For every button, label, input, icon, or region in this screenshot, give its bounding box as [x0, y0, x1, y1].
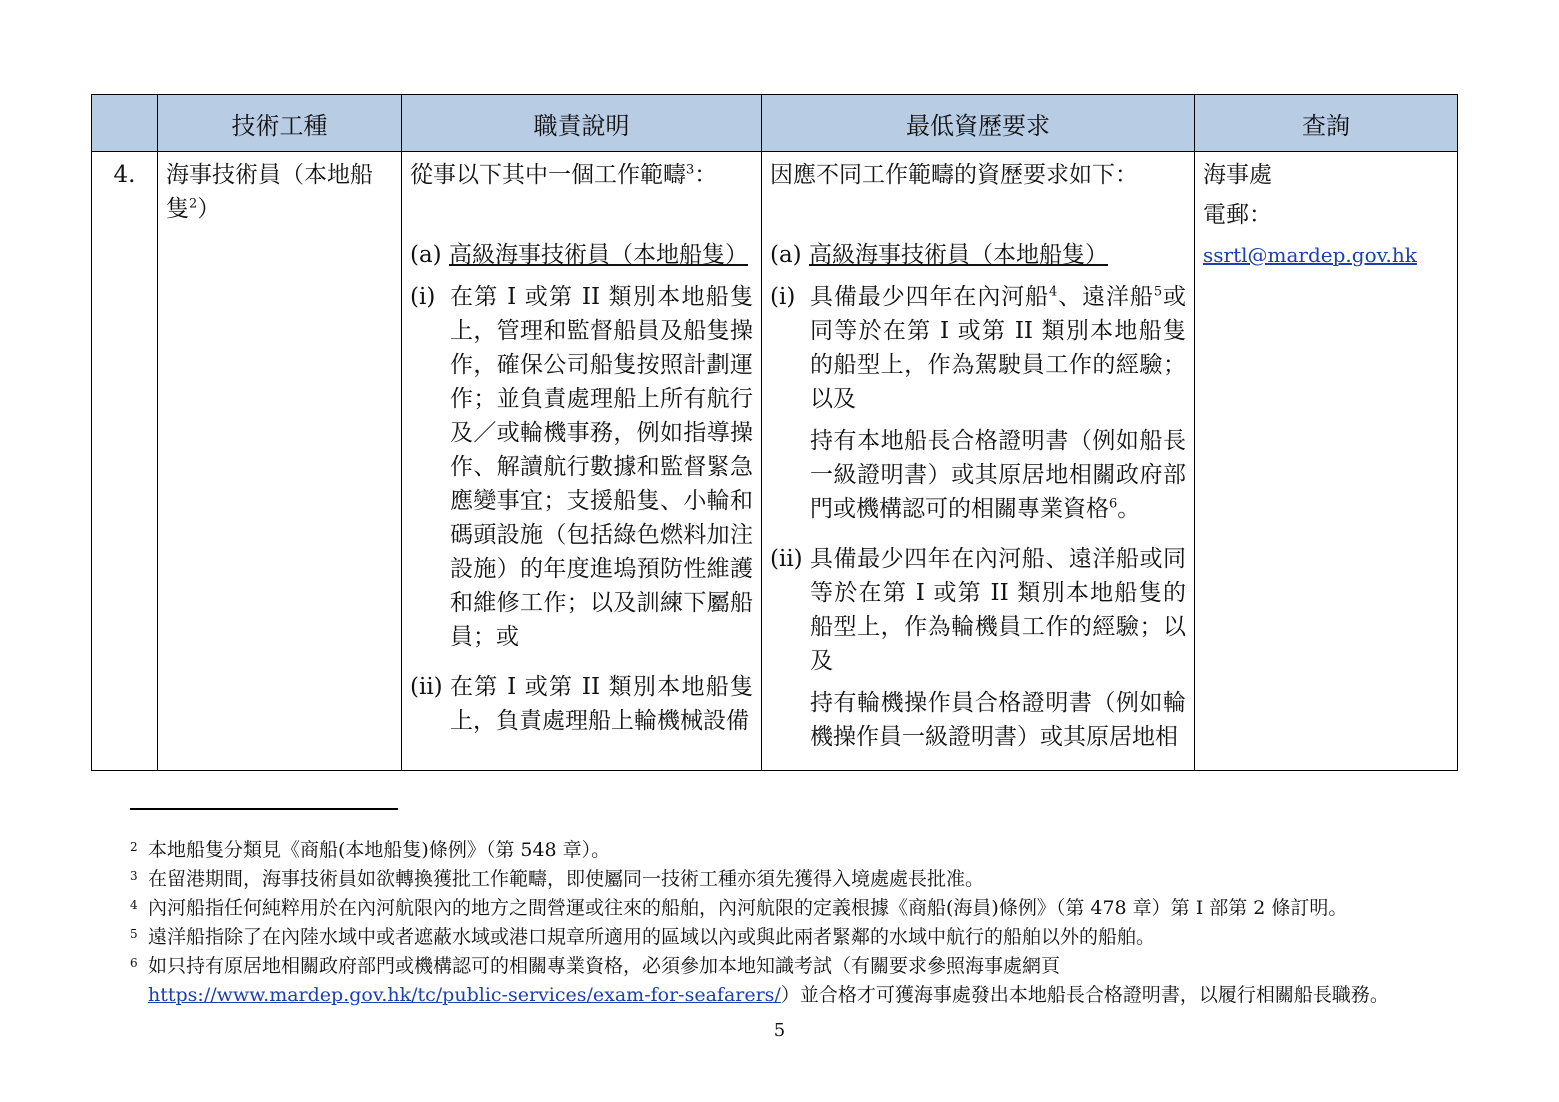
qualifications-cell: [762, 152, 1195, 771]
job-title-cell: 海事技術員（本地船隻$^2$）: [158, 152, 402, 771]
job-title: 海事技術員（本地船隻: [166, 162, 373, 222]
list-item: (i) 在第 I 或第 II 類別本地船隻上，管理和監督船員及船隻操作，確保公司船隻按照計劃運作；並負責處理船上所有航行及／或輪機事務，例如指導操作、解讀航行數據和監督緊急應變事宜；支援船隻、小輪和碼頭設施（包括綠色燃料加注設施）的年度進塢預防性維護和維修工作；以及訓練下屬船員；或: [410, 284, 753, 650]
enquiry-cell: [1195, 152, 1458, 771]
footnote: 3 在留港期間，海事技術員如欲轉換獲批工作範疇，即使屬同一技術工種亦須先獲得入境處處長批准。: [130, 868, 985, 890]
table-header-row: [92, 95, 1458, 152]
footnote-divider: [130, 808, 398, 810]
qualifications-intro: 因應不同工作範疇的資歷要求如下：: [770, 162, 1138, 188]
page-number: 5: [773, 1020, 786, 1041]
list-item: (ii) 在第 I 或第 II 類別本地船隻上，負責處理船上輪機械設備: [410, 674, 753, 734]
footnotes: [130, 836, 1450, 1010]
enquiry-dept: 海事處: [1203, 162, 1272, 188]
job-title-footnote-ref[interactable]: 2: [189, 196, 198, 212]
list-item: (i) 具備最少四年在內河船$^4$、遠洋船$^5$或同等於在第 I 或第 II 類別本地船隻的船型上，作為駕駛員工作的經驗；以及 持有本地船長合格證明書（例如船長一級證明書）或其原居地相關政府部門或機構認可的相關專業資格$^6$。: [770, 284, 1187, 522]
duties-subheading: (a) 高級海事技術員（本地船隻）: [410, 242, 748, 268]
table-row: [92, 152, 1458, 771]
duties-footnote-ref[interactable]: 3: [686, 162, 695, 178]
qualifications-subheading: (a) 高級海事技術員（本地船隻）: [770, 242, 1108, 268]
enquiry-email-label: 電郵：: [1203, 202, 1272, 228]
header-job-type: 技術工種: [158, 95, 402, 152]
email-link[interactable]: ssrtl@mardep.gov.hk: [1203, 243, 1417, 267]
mardep-exam-link[interactable]: https://www.mardep.gov.hk/tc/public-services/exam-for-seafarers/: [148, 984, 781, 1006]
list-item: (ii) 具備最少四年在內河船、遠洋船或同等於在第 I 或第 II 類別本地船隻的船型上，作為輪機員工作的經驗；以及 持有輪機操作員合格證明書（例如輪機操作員一級證明書）或其原居地相: [770, 546, 1186, 750]
header-enquiry: 查詢: [1195, 95, 1458, 152]
footnote: 5 遠洋船指除了在內陸水域中或者遮蔽水域或港口規章所適用的區域以內或與此兩者緊鄰的水域中航行的船舶以外的船舶。: [130, 926, 1156, 948]
footnote: 4 內河船指任何純粹用於在內河航限內的地方之間營運或往來的船舶，內河航限的定義根據《商船(海員)條例》（第 478 章）第 I 部第 2 條訂明。: [130, 897, 1348, 919]
header-number: [92, 95, 158, 152]
duties-intro: 從事以下其中一個工作範疇$^3$：: [410, 162, 718, 188]
footnote: 2 本地船隻分類見《商船(本地船隻)條例》（第 548 章）。: [130, 839, 611, 861]
row-number: 4.: [92, 152, 158, 771]
header-qualifications: 最低資歷要求: [762, 95, 1195, 152]
footnote: 6 如只持有原居地相關政府部門或機構認可的相關專業資格，必須參加本地知識考試（有關要求參照海事處網頁 https://www.mardep.gov.hk/tc/public-services/exam-for-seafarers/）並合格才可獲海事處發出本地船長合格證明書，以履行相關船長職務。: [130, 955, 1389, 1006]
duties-cell: [402, 152, 762, 771]
requirements-table: [91, 94, 1458, 771]
header-duties: 職責說明: [402, 95, 762, 152]
